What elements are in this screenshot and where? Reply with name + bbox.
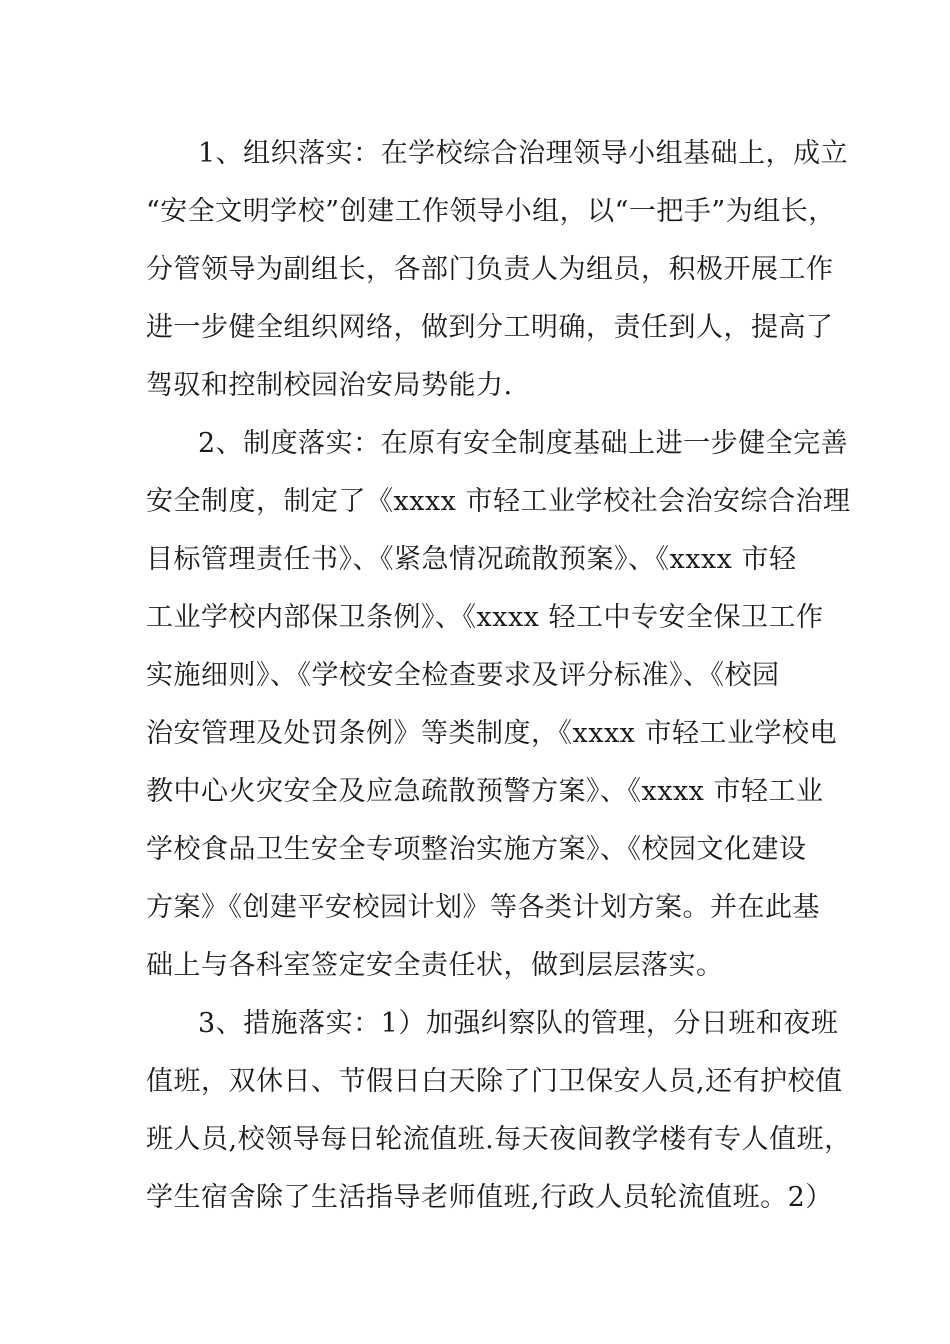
paragraph-line: “安全文明学校”创建工作领导小组，以“一把手”为组长， bbox=[146, 196, 836, 227]
paragraph-line: 驾驭和控制校园治安局势能力. bbox=[146, 370, 513, 401]
document-body bbox=[146, 130, 852, 1232]
paragraph-line: 学校食品卫生安全专项整治实施方案》、《校园文化建设 bbox=[146, 834, 807, 865]
paragraph-line: 目标管理责任书》、《紧急情况疏散预案》、《xxxx 市轻 bbox=[146, 544, 797, 575]
paragraph-line: 治安管理及处罚条例》等类制度，《xxxx 市轻工业学校电 bbox=[146, 718, 837, 749]
paragraph-line: 础上与各科室签定安全责任状，做到层层落实。 bbox=[146, 950, 724, 981]
paragraph-line: 3、措施落实：1）加强纠察队的管理，分日班和夜班 bbox=[198, 1008, 839, 1039]
paragraph-line: 教中心火灾安全及应急疏散预警方案》、《xxxx 市轻工业 bbox=[146, 776, 824, 807]
paragraph-line: 安全制度，制定了《xxxx 市轻工业学校社会治安综合治理 bbox=[146, 486, 851, 517]
paragraph-line: 分管领导为副组长，各部门负责人为组员，积极开展工作 bbox=[146, 254, 834, 285]
paragraph-regulations bbox=[146, 420, 851, 1000]
paragraph-measures bbox=[146, 1000, 852, 1232]
paragraph-line: 1、组织落实：在学校综合治理领导小组基础上，成立 bbox=[198, 138, 849, 169]
paragraph-organization bbox=[146, 130, 849, 420]
paragraph-line: 工业学校内部保卫条例》、《xxxx 轻工中专安全保卫工作 bbox=[146, 602, 824, 633]
paragraph-line: 方案》《创建平安校园计划》等各类计划方案。并在此基 bbox=[146, 892, 820, 923]
paragraph-line: 进一步健全组织网络，做到分工明确，责任到人，提高了 bbox=[146, 312, 834, 343]
paragraph-line: 实施细则》、《学校安全检查要求及评分标准》、《校园 bbox=[146, 660, 780, 691]
paragraph-line: 班人员,校领导每日轮流值班.每天夜间教学楼有专人值班， bbox=[146, 1124, 852, 1155]
paragraph-line: 学生宿舍除了生活指导老师值班,行政人员轮流值班。2） bbox=[146, 1182, 833, 1213]
paragraph-line: 值班，双休日、节假日白天除了门卫保安人员,还有护校值 bbox=[146, 1066, 843, 1097]
paragraph-line: 2、制度落实：在原有安全制度基础上进一步健全完善 bbox=[198, 428, 849, 459]
